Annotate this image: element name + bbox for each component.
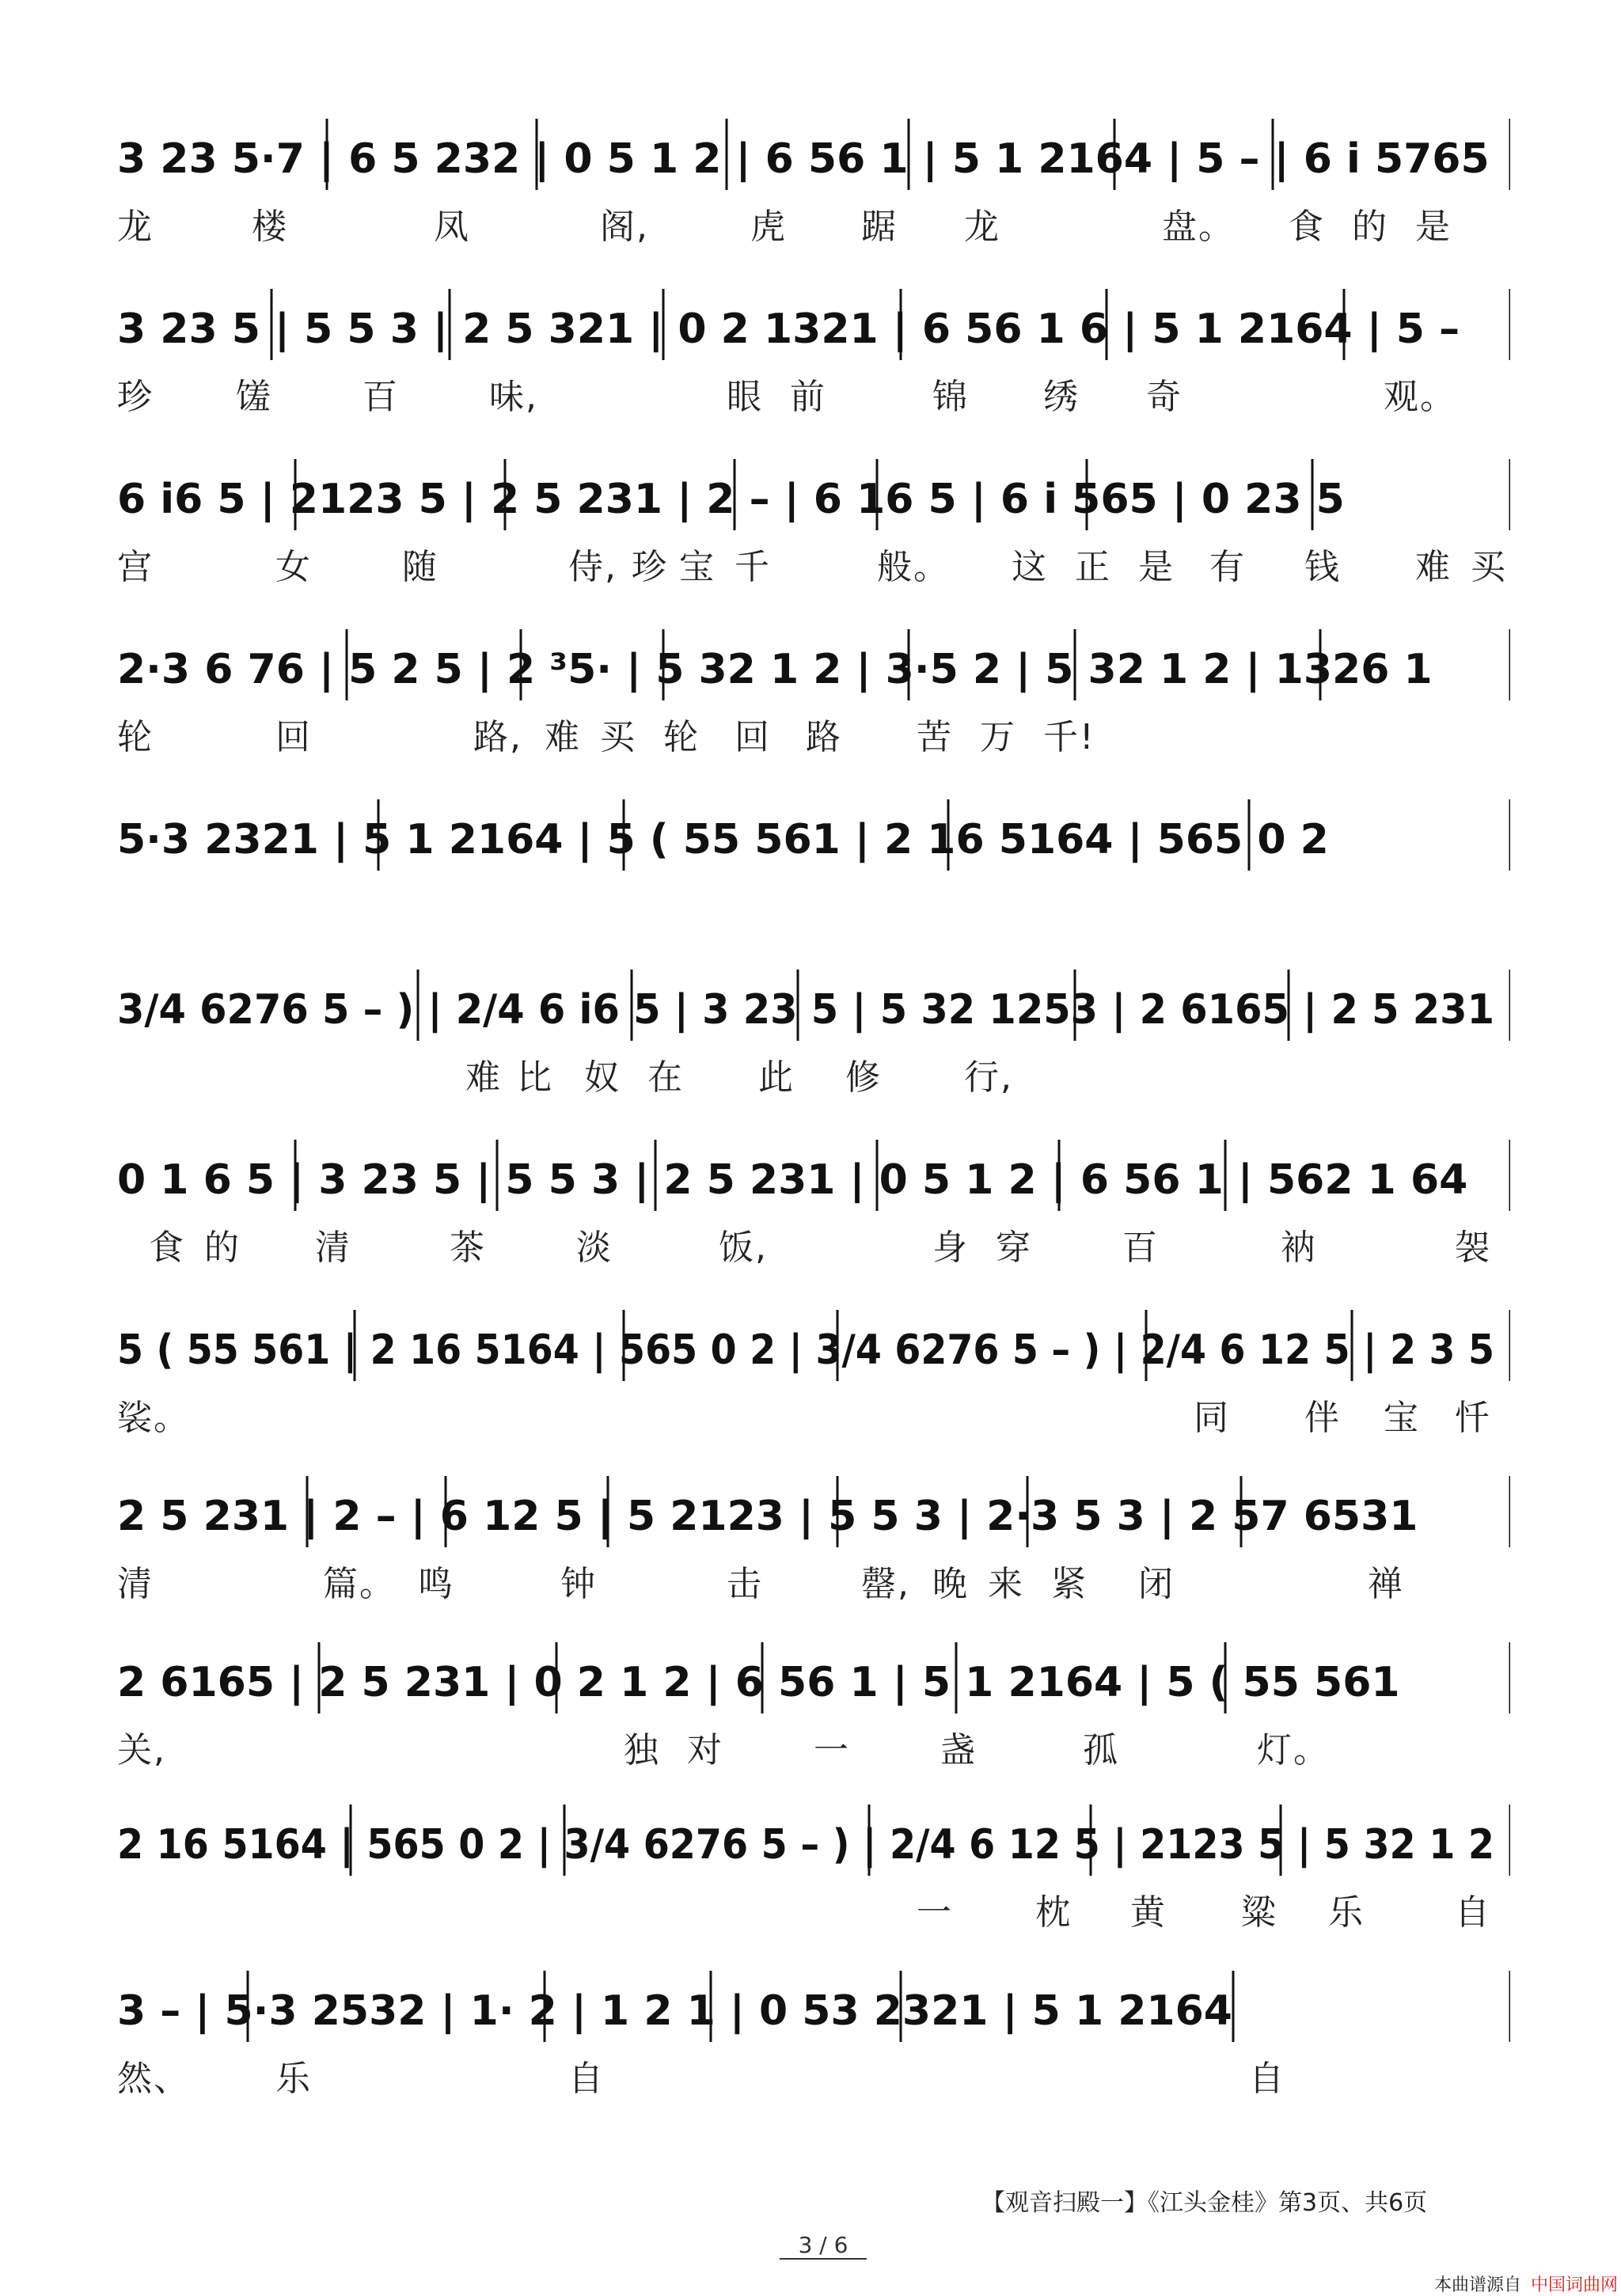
- lyric-syllable: 奇: [1146, 377, 1183, 417]
- notation-line: [117, 1797, 1510, 1884]
- lyric-syllable: 清: [315, 1228, 351, 1268]
- lyric-syllable: 难: [465, 1057, 502, 1098]
- lyric-syllable: 食: [1289, 207, 1325, 247]
- notation-text: 3 23 5 | 5 5 3 | 2 5 321 | 0 2 1321 | 6 56 1 6 | 5 1 2164 | 5 –: [117, 306, 1460, 353]
- lyric-syllable: 禅: [1368, 1564, 1404, 1604]
- lyric-syllable: 独: [624, 1730, 660, 1770]
- lyric-syllable: 伴: [1304, 1398, 1341, 1438]
- lyric-syllable: 楼: [252, 207, 288, 247]
- notation-text: 2·3 6 76 | 5 2 5 | 2 ³5· | 5 32 1 2 | 3·5 2 | 5 32 1 2 | 1326 1: [117, 646, 1433, 693]
- lyric-syllable: 宝: [1384, 1398, 1420, 1438]
- lyric-syllable: 难: [1415, 547, 1452, 587]
- lyrics-line: [117, 1049, 1510, 1104]
- notation-line: [117, 1302, 1510, 1389]
- lyric-syllable: 万: [980, 717, 1016, 757]
- lyric-syllable: 比: [517, 1057, 553, 1098]
- lyric-syllable: 珍: [632, 547, 668, 587]
- lyrics-line: [117, 198, 1510, 253]
- lyric-syllable: 自: [1455, 1892, 1491, 1933]
- lyric-syllable: 自: [1249, 2059, 1285, 2099]
- page-number: [744, 2232, 902, 2260]
- lyric-syllable: 饭,: [719, 1228, 768, 1268]
- lyric-syllable: 灯。: [1257, 1730, 1330, 1770]
- lyric-syllable: 然、: [117, 2059, 190, 2099]
- lyric-syllable: 回: [275, 717, 312, 757]
- notation-text: 3 23 5·7 | 6 5 232 | 0 5 1 2 | 6 56 1 | 5 1 2164 | 5 – | 6 i 5765: [117, 135, 1490, 183]
- lyric-syllable: 馐: [236, 377, 272, 417]
- lyric-syllable: 钟: [560, 1564, 597, 1604]
- lyric-syllable: 这: [1012, 547, 1048, 587]
- lyric-syllable: 对: [687, 1730, 723, 1770]
- lyric-syllable: 粱: [1241, 1892, 1277, 1933]
- lyric-syllable: 行,: [964, 1057, 1013, 1098]
- lyric-syllable: 篇。: [323, 1564, 396, 1604]
- lyric-syllable: 在: [647, 1057, 684, 1098]
- lyric-syllable: 难: [545, 717, 581, 757]
- lyric-syllable: 紧: [1051, 1564, 1088, 1604]
- lyric-syllable: 绣: [1043, 377, 1080, 417]
- lyric-syllable: 晚: [932, 1564, 969, 1604]
- lyric-syllable: 一: [917, 1892, 953, 1933]
- lyric-syllable: 穿: [996, 1228, 1032, 1268]
- lyric-syllable: 阁,: [600, 207, 649, 247]
- lyric-syllable: 买: [1471, 547, 1507, 587]
- notation-text: 0 1 6 5 | 3 23 5 | 5 5 3 | 2 5 231 | 0 5 1 2 | 6 56 1 | 562 1 64: [117, 1156, 1468, 1204]
- notation-line: [117, 1963, 1510, 2050]
- lyric-syllable: 买: [600, 717, 636, 757]
- notation-text: 2 16 5164 | 565 0 2 | 3/4 6276 5 – ) | 2/4 6 12 5 | 2123 5 | 5 32 1 2: [117, 1821, 1494, 1869]
- notation-line: [117, 621, 1510, 708]
- notation-line: [117, 962, 1510, 1049]
- lyric-syllable: 前: [790, 377, 826, 417]
- lyric-syllable: 千: [735, 547, 771, 587]
- lyric-syllable: 正: [1075, 547, 1111, 587]
- notation-text: 2 5 231 | 2 – | 6 12 5 | 5 2123 | 5 5 3 | 2·3 5 3 | 2 57 6531: [117, 1493, 1418, 1540]
- lyrics-line: [117, 2050, 1510, 2105]
- lyric-syllable: 虎: [750, 207, 787, 247]
- lyric-syllable: 衲: [1281, 1228, 1317, 1268]
- notation-text: 3/4 6276 5 – ) | 2/4 6 i6 5 | 3 23 5 | 5 32 1253 | 2 6165 | 2 5 231: [117, 986, 1494, 1034]
- lyric-syllable: 龙: [964, 207, 1000, 247]
- lyric-syllable: 乐: [275, 2059, 312, 2099]
- lyric-syllable: 轮: [117, 717, 154, 757]
- watermark-site: 中国词曲网: [1531, 2275, 1619, 2295]
- notation-text: 6 i6 5 | 2123 5 | 2 5 231 | 2 – | 6 16 5 | 6 i 565 | 0 23 5: [117, 476, 1345, 523]
- lyric-syllable: 的: [204, 1228, 241, 1268]
- lyric-syllable: 同: [1194, 1398, 1230, 1438]
- lyric-syllable: 路: [806, 717, 842, 757]
- lyric-syllable: 是: [1138, 547, 1175, 587]
- lyric-syllable: 女: [275, 547, 312, 587]
- lyric-syllable: 一: [814, 1730, 850, 1770]
- lyric-syllable: 袈: [1455, 1228, 1491, 1268]
- lyric-syllable: 此: [758, 1057, 795, 1098]
- lyrics-line: [117, 1219, 1510, 1274]
- lyric-syllable: 珍: [117, 377, 154, 417]
- lyric-syllable: 是: [1415, 207, 1452, 247]
- lyric-syllable: 宫: [117, 547, 154, 587]
- lyric-syllable: 百: [363, 377, 399, 417]
- notation-line: [117, 791, 1510, 879]
- lyric-syllable: 味,: [489, 377, 538, 417]
- lyric-syllable: 苦: [917, 717, 953, 757]
- lyric-syllable: 罄,: [861, 1564, 910, 1604]
- lyric-syllable: 淡: [576, 1228, 613, 1268]
- notation-text: 5 ( 55 561 | 2 16 5164 | 565 0 2 | 3/4 6276 5 – ) | 2/4 6 12 5 | 2 3 5: [117, 1326, 1494, 1374]
- lyric-syllable: 宝: [679, 547, 716, 587]
- notation-line: [117, 111, 1510, 198]
- lyric-syllable: 食: [149, 1228, 185, 1268]
- lyric-syllable: 自: [568, 2059, 605, 2099]
- footer-caption: 【观音扫殿一】《江头金桂》第3页、共6页: [981, 2189, 1428, 2217]
- lyric-syllable: 来: [988, 1564, 1024, 1604]
- lyrics-line: [117, 1721, 1510, 1777]
- watermark-source: 本曲谱源自: [1434, 2275, 1522, 2295]
- lyric-syllable: 轮: [663, 717, 700, 757]
- lyrics-line: [117, 708, 1510, 764]
- lyric-syllable: 关,: [117, 1730, 166, 1770]
- lyric-syllable: 鸣: [418, 1564, 454, 1604]
- lyrics-line: [117, 368, 1510, 423]
- lyric-syllable: 孤: [1083, 1730, 1119, 1770]
- notation-line: [117, 451, 1510, 538]
- lyric-syllable: 闭: [1138, 1564, 1175, 1604]
- lyric-syllable: 盏: [940, 1730, 977, 1770]
- lyrics-line: [117, 1884, 1510, 1939]
- lyric-syllable: 裟。: [117, 1398, 190, 1438]
- lyric-syllable: 凤: [434, 207, 470, 247]
- notation-line: [117, 1468, 1510, 1555]
- lyric-syllable: 清: [117, 1564, 154, 1604]
- lyric-syllable: 钱: [1304, 547, 1341, 587]
- lyrics-line: [117, 538, 1510, 594]
- lyric-syllable: 侍,: [568, 547, 617, 587]
- lyric-syllable: 有: [1209, 547, 1246, 587]
- lyric-syllable: 盘。: [1162, 207, 1235, 247]
- lyric-syllable: 锦: [932, 377, 969, 417]
- page-number-text: 3 / 6: [780, 2232, 867, 2260]
- lyric-syllable: 修: [845, 1057, 882, 1098]
- lyric-syllable: 眼: [727, 377, 763, 417]
- notation-line: [117, 1132, 1510, 1219]
- notation-text: 2 6165 | 2 5 231 | 0 2 1 2 | 6 56 1 | 5 1 2164 | 5 ( 55 561: [117, 1659, 1400, 1706]
- lyric-syllable: 千!: [1043, 717, 1095, 757]
- lyric-syllable: 忏: [1455, 1398, 1491, 1438]
- lyric-syllable: 枕: [1035, 1892, 1072, 1933]
- lyric-syllable: 乐: [1328, 1892, 1365, 1933]
- lyric-syllable: 奴: [584, 1057, 621, 1098]
- lyric-syllable: 击: [727, 1564, 763, 1604]
- notation-line: [117, 1634, 1510, 1721]
- lyric-syllable: 的: [1352, 207, 1388, 247]
- lyric-syllable: 观。: [1384, 377, 1456, 417]
- lyric-syllable: 般。: [877, 547, 950, 587]
- lyric-syllable: 茶: [450, 1228, 486, 1268]
- notation-text: 5·3 2321 | 5 1 2164 | 5 ( 55 561 | 2 16 5164 | 565 0 2: [117, 816, 1329, 863]
- lyric-syllable: 随: [402, 547, 438, 587]
- lyric-syllable: 回: [735, 717, 771, 757]
- lyric-syllable: 身: [932, 1228, 969, 1268]
- lyrics-line: [117, 1555, 1510, 1611]
- lyric-syllable: 踞: [861, 207, 898, 247]
- notation-text: 3 – | 5·3 2532 | 1· 2 | 1 2 1 | 0 53 2321 | 5 1 2164: [117, 1987, 1232, 2035]
- notation-line: [117, 281, 1510, 368]
- lyrics-line: [117, 1389, 1510, 1444]
- lyric-syllable: 黄: [1130, 1892, 1167, 1933]
- lyric-syllable: 路,: [473, 717, 522, 757]
- lyric-syllable: 百: [1122, 1228, 1159, 1268]
- lyric-syllable: 龙: [117, 207, 154, 247]
